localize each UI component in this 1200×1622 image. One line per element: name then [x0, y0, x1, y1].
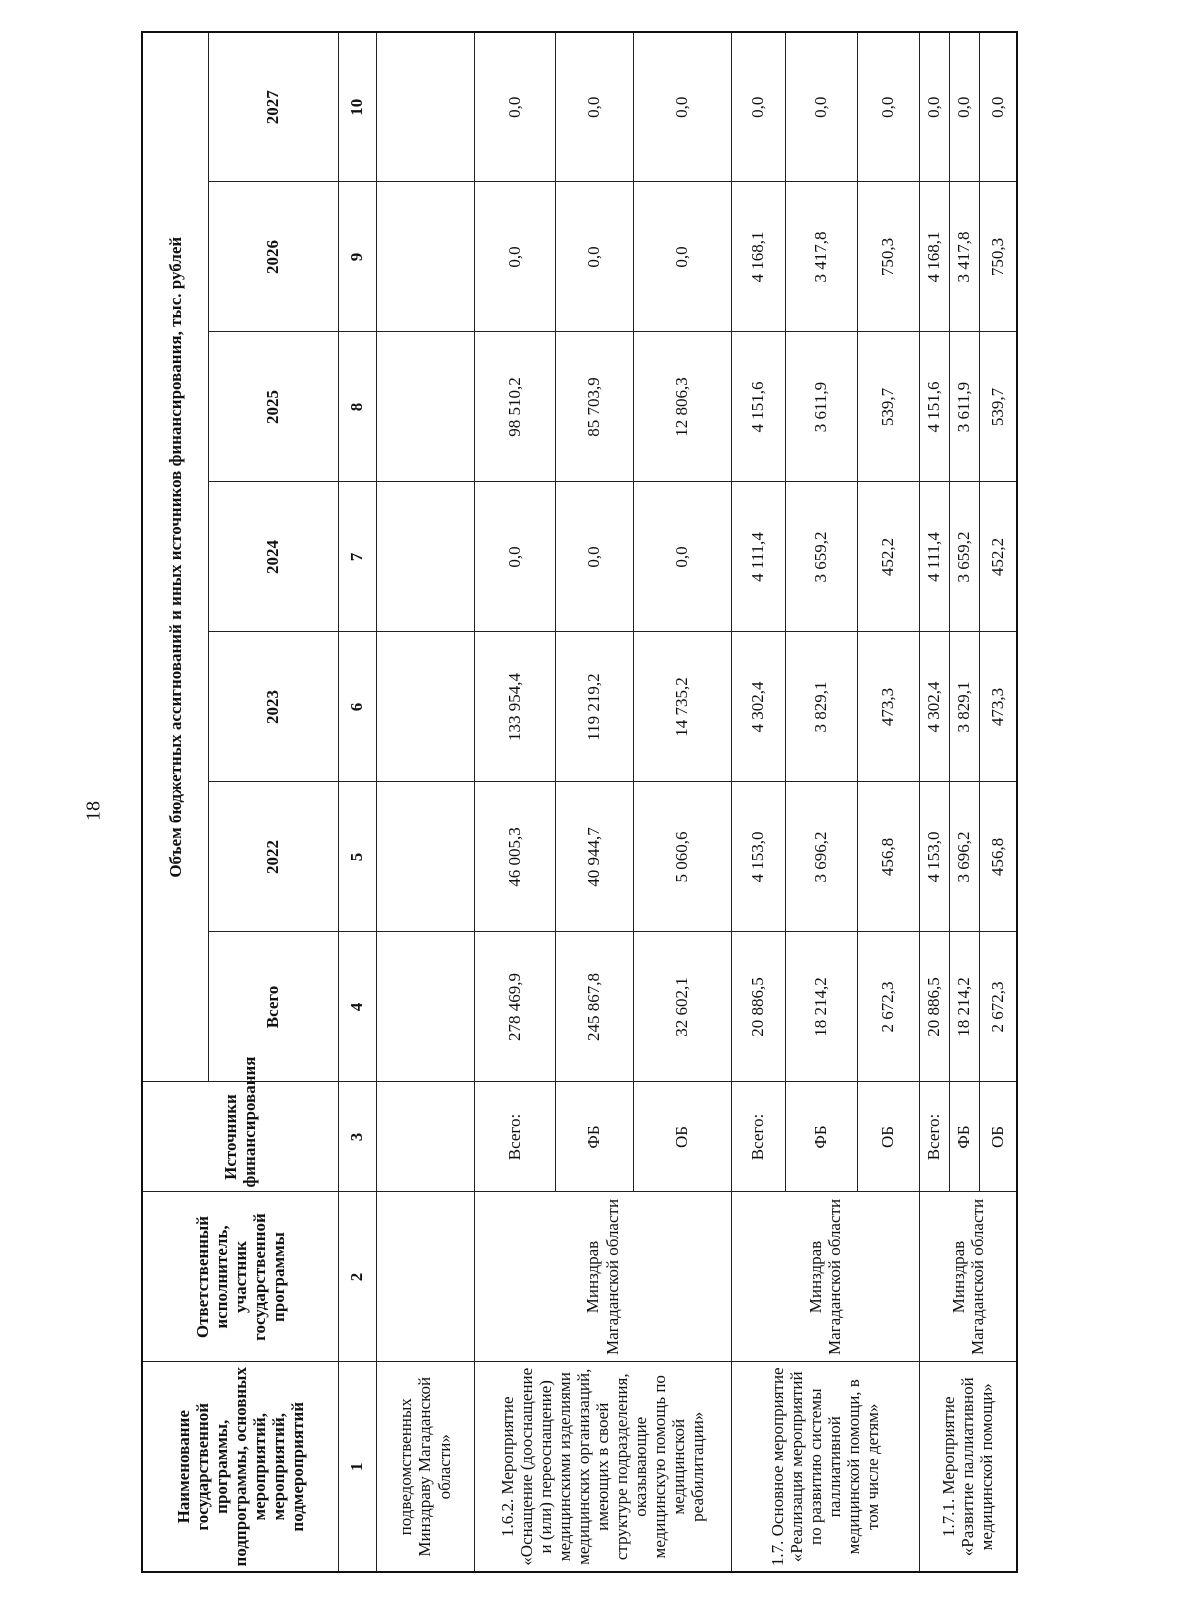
value-cell: 0,0	[555, 482, 633, 632]
value-cell: 0,0	[633, 32, 731, 182]
value-cell: 3 659,2	[949, 482, 979, 632]
column-number: 9	[338, 182, 376, 332]
empty-cell	[376, 182, 474, 332]
source-cell: ОБ	[633, 1082, 731, 1192]
empty-cell	[376, 1082, 474, 1192]
value-cell: 40 944,7	[555, 782, 633, 932]
value-cell: 452,2	[979, 482, 1017, 632]
empty-cell	[376, 332, 474, 482]
value-cell: 20 886,5	[731, 932, 785, 1082]
value-cell: 133 954,4	[474, 632, 555, 782]
column-number: 6	[338, 632, 376, 782]
value-cell: 0,0	[731, 32, 785, 182]
header-year: 2027	[208, 32, 338, 182]
value-cell: 245 867,8	[555, 932, 633, 1082]
value-cell: 3 829,1	[949, 632, 979, 782]
block-name-cell: 1.7.1. Мероприятие «Развитие паллиативной медицинской помощи»	[919, 1362, 1017, 1572]
value-cell: 4 168,1	[919, 182, 949, 332]
value-cell: 0,0	[633, 482, 731, 632]
value-cell: 3 696,2	[785, 782, 857, 932]
value-cell: 20 886,5	[919, 932, 949, 1082]
empty-cell	[376, 632, 474, 782]
column-number: 1	[338, 1362, 376, 1572]
value-cell: 278 469,9	[474, 932, 555, 1082]
value-cell: 4 168,1	[731, 182, 785, 332]
header-year: 2026	[208, 182, 338, 332]
header-col2: Ответственный исполнитель, участник государственной программы	[142, 1192, 338, 1362]
continuation-name-cell: подведомственных Минздраву Магаданской области»	[376, 1362, 474, 1572]
header-col3: Источники финансирования	[142, 1082, 338, 1192]
value-cell: 452,2	[857, 482, 919, 632]
column-number: 7	[338, 482, 376, 632]
value-cell: 0,0	[857, 32, 919, 182]
value-cell: 0,0	[474, 182, 555, 332]
source-cell: ФБ	[949, 1082, 979, 1192]
value-cell: 3 696,2	[949, 782, 979, 932]
column-number: 8	[338, 332, 376, 482]
header-group: Объем бюджетных ассигнований и иных источников финансирования, тыс. рублей	[142, 32, 208, 1082]
value-cell: 18 214,2	[949, 932, 979, 1082]
value-cell: 4 153,0	[731, 782, 785, 932]
value-cell: 0,0	[555, 182, 633, 332]
value-cell: 14 735,2	[633, 632, 731, 782]
source-cell: ОБ	[979, 1082, 1017, 1192]
rotated-table-container	[141, 33, 1008, 1573]
value-cell: 4 151,6	[731, 332, 785, 482]
source-cell: ОБ	[857, 1082, 919, 1192]
source-cell: Всего:	[474, 1082, 555, 1192]
column-number: 10	[338, 32, 376, 182]
table-row	[731, 32, 785, 1572]
table-row	[919, 32, 949, 1572]
source-cell: Всего:	[731, 1082, 785, 1192]
source-cell: ФБ	[555, 1082, 633, 1192]
block-name-cell: 1.7. Основное мероприятие «Реализация мероприятий по развитию системы паллиативной медицинской помощи, в том числе детям»	[731, 1362, 919, 1572]
column-number: 5	[338, 782, 376, 932]
page-number: 18	[82, 801, 105, 821]
header-year: 2024	[208, 482, 338, 632]
empty-cell	[376, 482, 474, 632]
value-cell: 18 214,2	[785, 932, 857, 1082]
executor-cell: Минздрав Магаданской области	[731, 1192, 919, 1362]
value-cell: 473,3	[979, 632, 1017, 782]
source-cell: Всего:	[919, 1082, 949, 1192]
empty-cell	[376, 932, 474, 1082]
value-cell: 85 703,9	[555, 332, 633, 482]
value-cell: 539,7	[979, 332, 1017, 482]
financing-table	[141, 31, 1018, 1573]
value-cell: 98 510,2	[474, 332, 555, 482]
value-cell: 473,3	[857, 632, 919, 782]
value-cell: 3 829,1	[785, 632, 857, 782]
executor-cell: Минздрав Магаданской области	[919, 1192, 1017, 1362]
value-cell: 539,7	[857, 332, 919, 482]
value-cell: 3 659,2	[785, 482, 857, 632]
value-cell: 456,8	[979, 782, 1017, 932]
value-cell: 32 602,1	[633, 932, 731, 1082]
value-cell: 0,0	[555, 32, 633, 182]
value-cell: 0,0	[949, 32, 979, 182]
value-cell: 4 111,4	[731, 482, 785, 632]
value-cell: 119 219,2	[555, 632, 633, 782]
empty-cell	[376, 782, 474, 932]
value-cell: 2 672,3	[979, 932, 1017, 1082]
column-number: 3	[338, 1082, 376, 1192]
value-cell: 3 417,8	[949, 182, 979, 332]
empty-cell	[376, 1192, 474, 1362]
value-cell: 3 611,9	[785, 332, 857, 482]
header-year: 2025	[208, 332, 338, 482]
column-number: 4	[338, 932, 376, 1082]
value-cell: 3 611,9	[949, 332, 979, 482]
value-cell: 4 302,4	[731, 632, 785, 782]
executor-cell: Минздрав Магаданской области	[474, 1192, 731, 1362]
value-cell: 0,0	[474, 32, 555, 182]
value-cell: 4 151,6	[919, 332, 949, 482]
value-cell: 0,0	[919, 32, 949, 182]
empty-cell	[376, 32, 474, 182]
value-cell: 2 672,3	[857, 932, 919, 1082]
value-cell: 0,0	[785, 32, 857, 182]
value-cell: 5 060,6	[633, 782, 731, 932]
value-cell: 0,0	[633, 182, 731, 332]
value-cell: 4 302,4	[919, 632, 949, 782]
value-cell: 12 806,3	[633, 332, 731, 482]
value-cell: 46 005,3	[474, 782, 555, 932]
value-cell: 0,0	[979, 32, 1017, 182]
value-cell: 3 417,8	[785, 182, 857, 332]
table-row	[474, 32, 555, 1572]
block-name-cell: 1.6.2. Мероприятие «Оснащение (дооснащение и (или) переоснащение) медицинскими изделиями медицинских организаций, имеющих в своей структуре подразделения, оказывающие медицинскую помощь по медицинской реабилитации»	[474, 1362, 731, 1572]
value-cell: 750,3	[857, 182, 919, 332]
value-cell: 0,0	[474, 482, 555, 632]
value-cell: 456,8	[857, 782, 919, 932]
value-cell: 4 111,4	[919, 482, 949, 632]
header-year: 2023	[208, 632, 338, 782]
value-cell: 4 153,0	[919, 782, 949, 932]
value-cell: 750,3	[979, 182, 1017, 332]
header-year: Всего	[208, 932, 338, 1082]
header-col1: Наименование государственной программы, подпрограммы, основных мероприятий, мероприятий, подмероприятий	[142, 1362, 338, 1572]
column-number: 2	[338, 1192, 376, 1362]
source-cell: ФБ	[785, 1082, 857, 1192]
header-year: 2022	[208, 782, 338, 932]
